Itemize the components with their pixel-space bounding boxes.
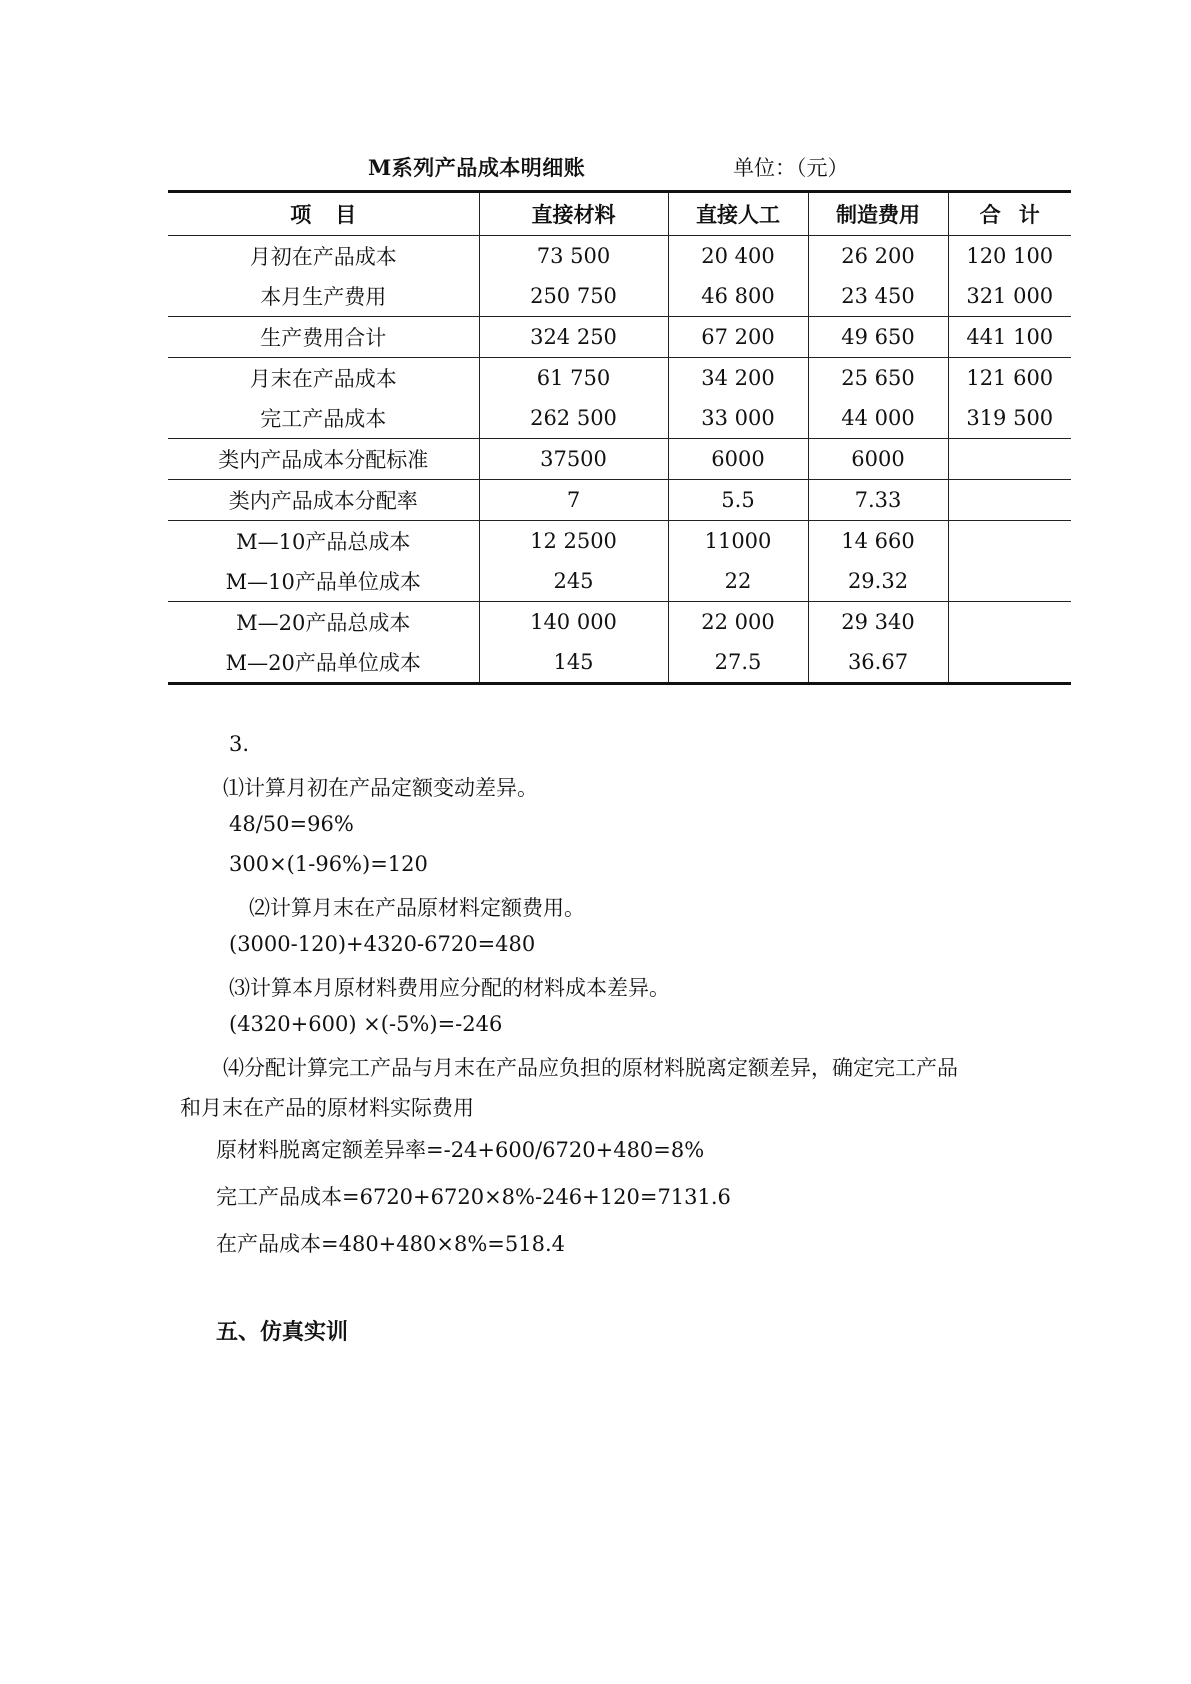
answer-line: 300×(1-96%)=120 [229,852,428,876]
row-overhead: 7.33 [808,480,948,521]
table-row [168,602,1071,643]
row-item: 生产费用合计 [168,317,479,358]
row-labor: 27.5 [668,642,808,684]
row-material: 7 [479,480,668,521]
row-total [948,521,1071,562]
answer-line: (3000-120)+4320-6720=480 [229,932,536,956]
table-unit: 单位：（元） [733,156,849,180]
table-row [168,236,1071,277]
answer-line: 完工产品成本=6720+6720×8%-246+120=7131.6 [216,1185,731,1209]
row-item: M—20产品单位成本 [168,642,479,684]
table-row [168,398,1071,439]
table-row [168,317,1071,358]
row-material: 324 250 [479,317,668,358]
row-item: 类内产品成本分配率 [168,480,479,521]
table-row [168,521,1071,562]
header-material: 直接材料 [479,192,668,236]
row-labor: 11000 [668,521,808,562]
row-material: 12 2500 [479,521,668,562]
row-item: 本月生产费用 [168,276,479,317]
row-overhead: 26 200 [808,236,948,277]
row-item: 月初在产品成本 [168,236,479,277]
row-item: M—20产品总成本 [168,602,479,643]
row-material: 37500 [479,439,668,480]
row-overhead: 36.67 [808,642,948,684]
answer-line: 原材料脱离定额差异率=-24+600/6720+480=8% [216,1138,705,1162]
row-item: 月末在产品成本 [168,358,479,399]
cost-ledger-table [168,190,1071,685]
table-row [168,358,1071,399]
table-row [168,439,1071,480]
row-labor: 6000 [668,439,808,480]
row-overhead: 25 650 [808,358,948,399]
row-labor: 67 200 [668,317,808,358]
table-row [168,480,1071,521]
row-material: 140 000 [479,602,668,643]
row-total: 319 500 [948,398,1071,439]
table-row [168,561,1071,602]
row-material: 262 500 [479,398,668,439]
row-labor: 33 000 [668,398,808,439]
answer-line: 48/50=96% [229,812,354,836]
row-material: 250 750 [479,276,668,317]
row-total: 321 000 [948,276,1071,317]
row-overhead: 14 660 [808,521,948,562]
header-overhead: 制造费用 [808,192,948,236]
row-overhead: 44 000 [808,398,948,439]
row-total [948,439,1071,480]
answer-line: 和月末在产品的原材料实际费用 [180,1096,474,1120]
row-overhead: 23 450 [808,276,948,317]
row-total: 120 100 [948,236,1071,277]
answer-line: ⑴计算月初在产品定额变动差异。 [223,776,538,800]
header-total: 合计 [948,192,1071,236]
row-total [948,480,1071,521]
row-labor: 20 400 [668,236,808,277]
row-material: 145 [479,642,668,684]
row-total: 441 100 [948,317,1071,358]
row-overhead: 29 340 [808,602,948,643]
row-total: 121 600 [948,358,1071,399]
row-labor: 46 800 [668,276,808,317]
table-title-row [168,152,1068,184]
row-item: M—10产品总成本 [168,521,479,562]
answer-line: 在产品成本=480+480×8%=518.4 [216,1232,565,1256]
row-material: 73 500 [479,236,668,277]
row-total [948,602,1071,643]
row-labor: 34 200 [668,358,808,399]
header-item: 项目 [168,192,479,236]
answer-line: ⑵计算月末在产品原材料定额费用。 [249,896,585,920]
answer-number: 3. [229,732,250,756]
answer-line: (4320+600) ×(-5%)=-246 [229,1012,503,1036]
row-item: 类内产品成本分配标准 [168,439,479,480]
table-title: M系列产品成本明细账 [368,155,586,180]
row-material: 61 750 [479,358,668,399]
row-total [948,642,1071,684]
row-labor: 22 000 [668,602,808,643]
row-overhead: 29.32 [808,561,948,602]
header-labor: 直接人工 [668,192,808,236]
row-overhead: 49 650 [808,317,948,358]
row-item: M—10产品单位成本 [168,561,479,602]
section-heading: 五、仿真实训 [216,1319,349,1345]
table-row [168,642,1071,684]
table-header-row [168,192,1071,236]
row-item: 完工产品成本 [168,398,479,439]
row-material: 245 [479,561,668,602]
row-overhead: 6000 [808,439,948,480]
row-total [948,561,1071,602]
row-labor: 22 [668,561,808,602]
table-row [168,276,1071,317]
answer-line: ⑷分配计算完工产品与月末在产品应负担的原材料脱离定额差异，确定完工产品 [223,1056,958,1080]
row-labor: 5.5 [668,480,808,521]
answer-line: ⑶计算本月原材料费用应分配的材料成本差异。 [229,976,670,1000]
